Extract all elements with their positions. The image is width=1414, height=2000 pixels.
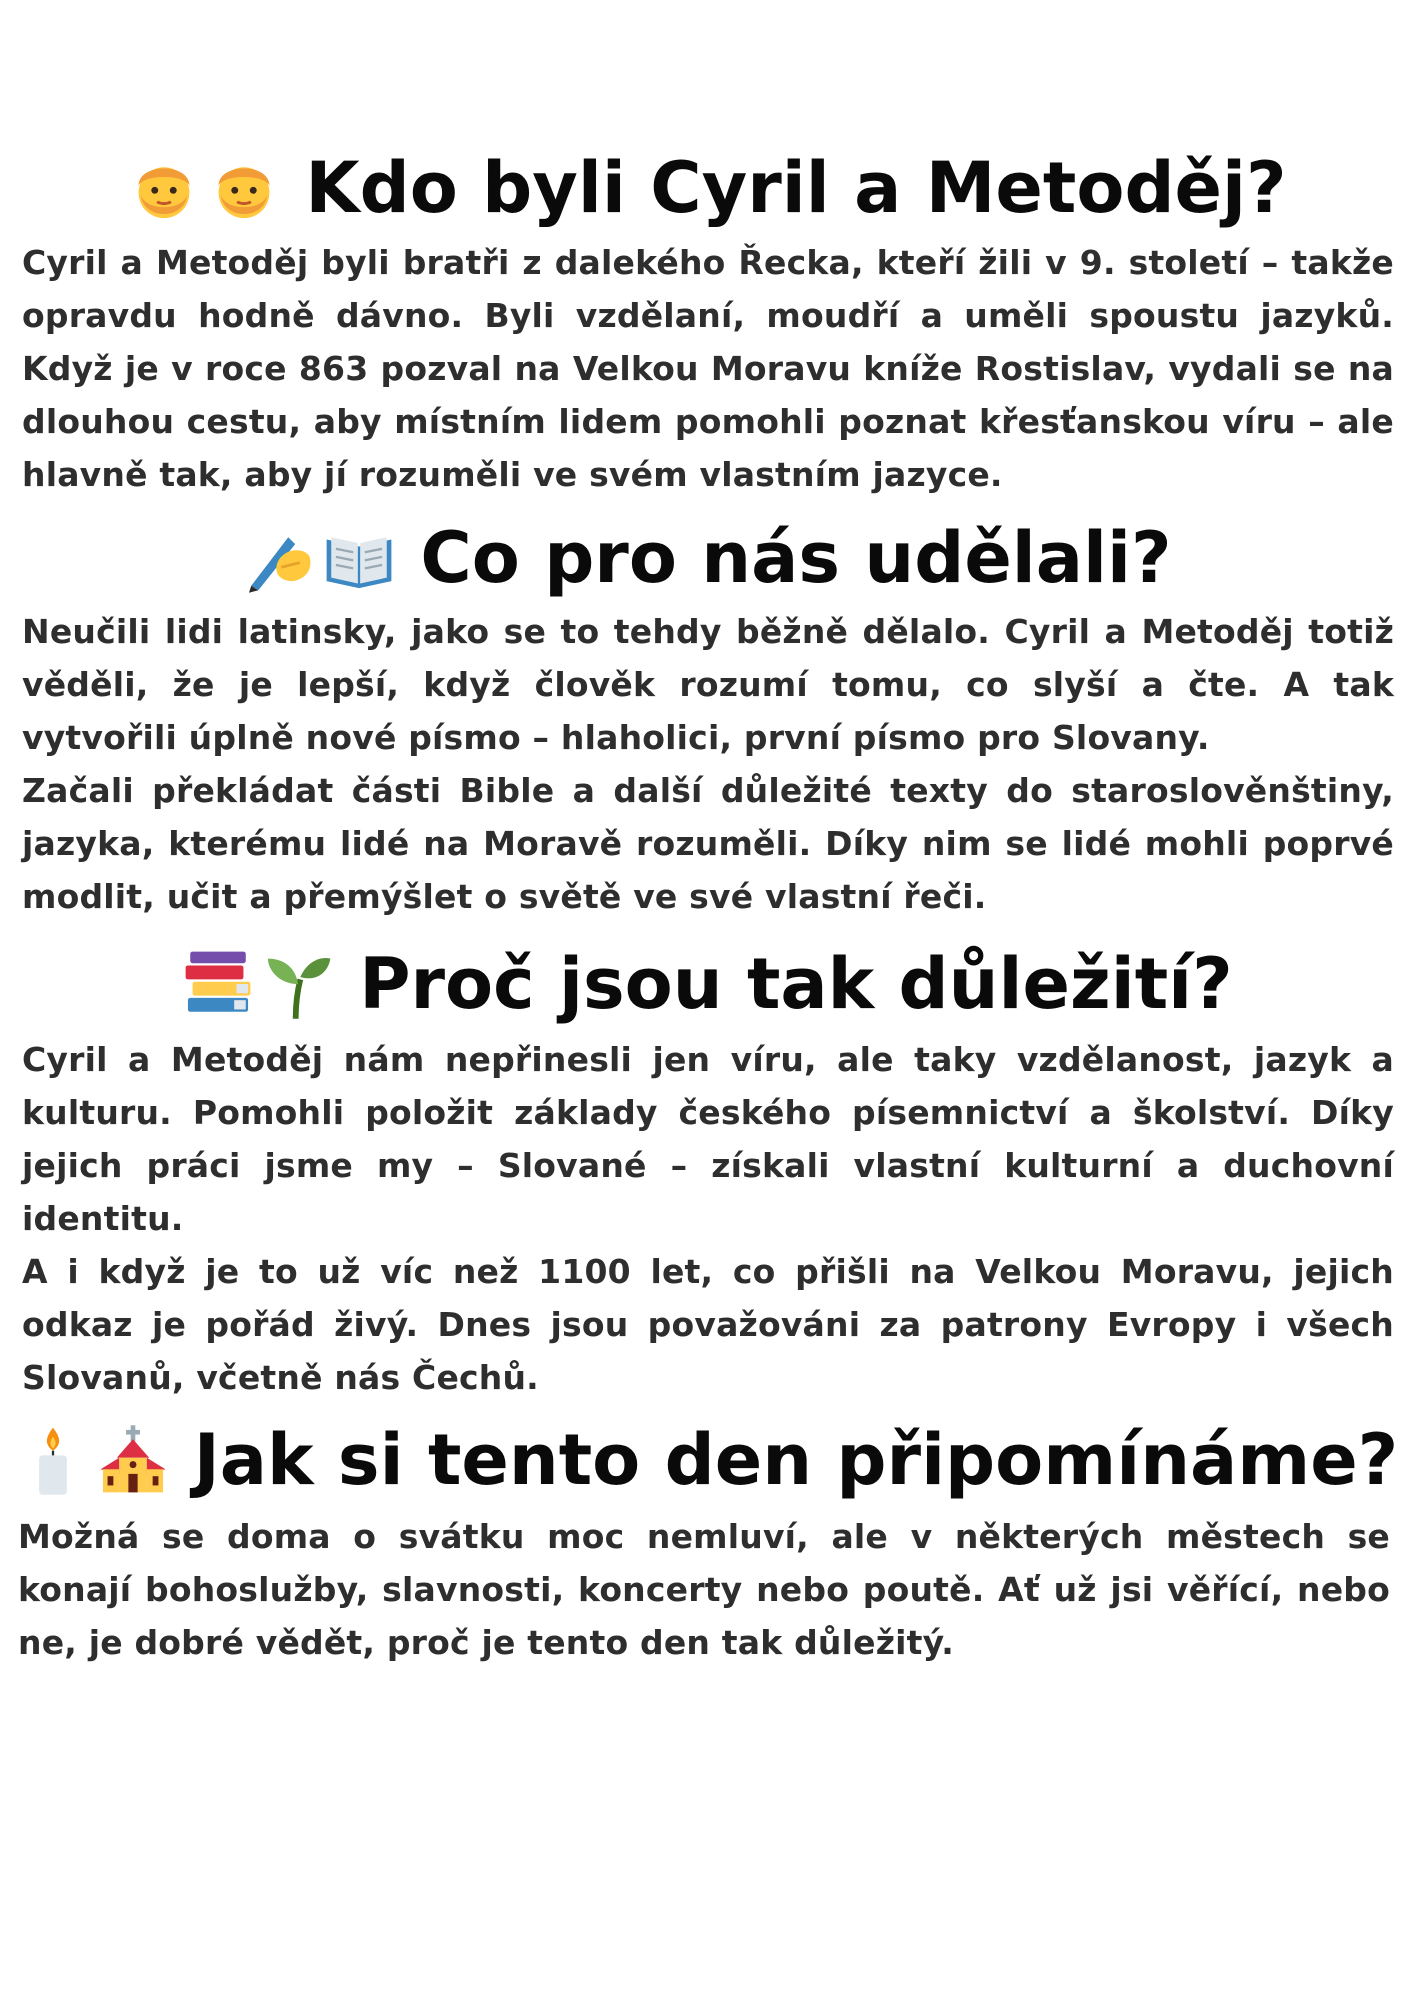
section-2-paragraph-2: Začali překládat části Bible a další důležité texty do staroslověnštiny, jazyka, kterému lidé na Moravě rozuměli. Díky nim se lidé mohli poprvé modlit, učit a přemýšlet o světě ve své vlastní řeči.: [22, 771, 1394, 916]
books-icon: [181, 947, 255, 1021]
heading-icons: [127, 151, 281, 225]
section-title: Jak si tento den připomínáme?: [193, 1419, 1399, 1501]
section-title: Kdo byli Cyril a Metoděj?: [305, 147, 1287, 229]
heading-icons: [242, 521, 396, 595]
man-face-icon: [207, 151, 281, 225]
section-3-paragraph-1: Cyril a Metoděj nám nepřinesli jen víru, ale taky vzdělanost, jazyk a kulturu. Pomohli položit základy českého písemnictví a školství. Díky jejich práci jsme my – Slované – získali vlastní kulturní a duchovní identitu.: [22, 1040, 1394, 1238]
heading-icons: [181, 947, 335, 1021]
section-3-paragraph-2: A i když je to už víc než 1100 let, co přišli na Velkou Moravu, jejich odkaz je pořád živý. Dnes jsou považováni za patrony Evropy i všech Slovanů, včetně nás Čechů.: [22, 1252, 1394, 1397]
section-heading-2: [0, 518, 1414, 598]
writing-hand-icon: [242, 521, 316, 595]
section-heading-3: [0, 944, 1414, 1024]
section-heading-4: [0, 1420, 1414, 1500]
section-4-paragraph-1: Možná se doma o svátku moc nemluví, ale v některých městech se konají bohoslužby, slavnosti, koncerty nebo poutě. Ať už jsi věřící, nebo ne, je dobré vědět, proč je tento den tak důležitý.: [18, 1517, 1390, 1662]
section-2-paragraph-1: Neučili lidi latinsky, jako se to tehdy běžně dělalo. Cyril a Metoděj totiž věděli, že je lepší, když člověk rozumí tomu, co slyší a čte. A tak vytvořili úplně nové písmo – hlaholici, první písmo pro Slovany.: [22, 612, 1394, 757]
church-icon: [96, 1423, 170, 1497]
heading-icons: [16, 1423, 170, 1497]
section-heading-1: [0, 148, 1414, 228]
section-1-paragraph-1: Cyril a Metoděj byli bratři z dalekého Řecka, kteří žili v 9. století – takže opravdu hodně dávno. Byli vzdělaní, moudří a uměli spoustu jazyků. Když je v roce 863 pozval na Velkou Moravu kníže Rostislav, vydali se na dlouhou cestu, aby místním lidem pomohli poznat křesťanskou víru – ale hlavně tak, aby jí rozuměli ve svém vlastním jazyce.: [22, 243, 1394, 494]
candle-icon: [16, 1423, 90, 1497]
seedling-icon: [261, 947, 335, 1021]
man-face-icon: [127, 151, 201, 225]
section-title: Co pro nás udělali?: [420, 517, 1172, 599]
section-title: Proč jsou tak důležití?: [359, 943, 1233, 1025]
open-book-icon: [322, 521, 396, 595]
